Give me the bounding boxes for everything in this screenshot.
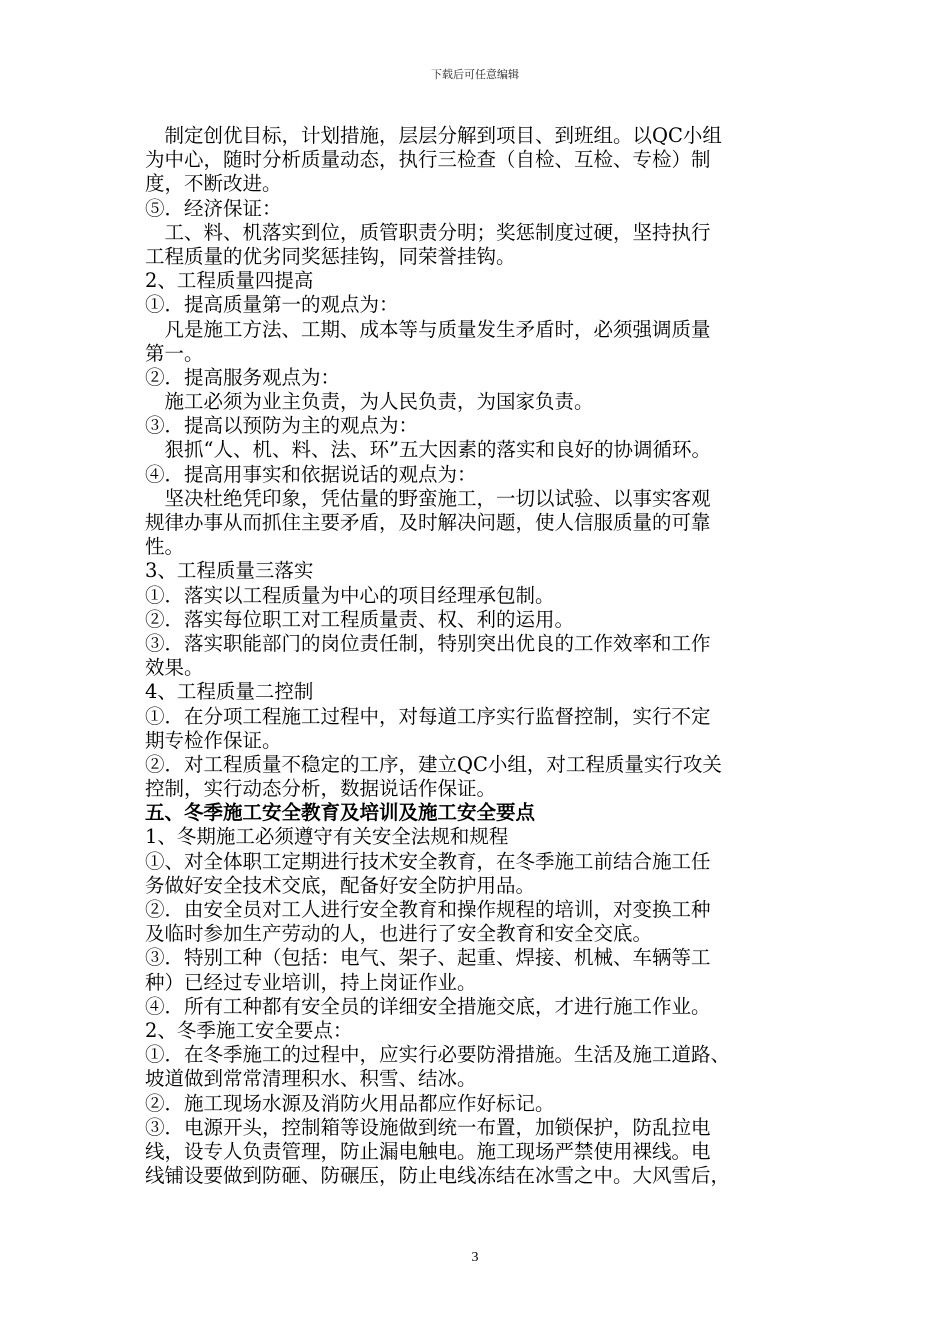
text-line: 为中心，随时分析质量动态，执行三检查（自检、互检、专检）制 <box>145 148 711 172</box>
text-line: 狠抓“人、机、料、法、环”五大因素的落实和良好的协调循环。 <box>145 438 711 462</box>
text-line: 性。 <box>145 535 185 559</box>
text-line: ②．对工程质量不稳定的工序，建立QC小组，对工程质量实行攻关 <box>145 752 722 776</box>
text-line: 2、工程质量四提高 <box>145 269 314 293</box>
text-line: 控制，实行动态分析，数据说话作保证。 <box>145 777 497 801</box>
text-line: ④．所有工种都有安全员的详细安全措施交底，才进行施工作业。 <box>145 994 711 1018</box>
text-line: ③．特别工种（包括：电气、架子、起重、焊接、机械、车辆等工 <box>145 946 711 970</box>
text-line: 第一。 <box>145 341 204 365</box>
text-line: 规律办事从而抓住主要矛盾，及时解决问题，使人信服质量的可靠 <box>145 511 711 534</box>
text-line: 施工必须为业主负责，为人民负责，为国家负责。 <box>145 390 594 414</box>
text-line: ①．提高质量第一的观点为： <box>145 293 399 317</box>
text-line: ②．提高服务观点为： <box>145 365 341 389</box>
document-body <box>145 124 805 1188</box>
text-line: ④．提高用事实和依据说话的观点为： <box>145 462 477 486</box>
text-line: 度，不断改进。 <box>145 172 282 196</box>
text-line: 及临时参加生产劳动的人，也进行了安全教育和安全交底。 <box>145 922 653 946</box>
text-line: 务做好安全技术交底，配备好安全防护用品。 <box>145 873 536 897</box>
text-line: 工程质量的优劣同奖惩挂钩，同荣誉挂钩。 <box>145 244 516 268</box>
page-header: 下载后可任意编辑 <box>431 68 519 81</box>
text-line: 线铺设要做到防砸、防碾压，防止电线冻结在冰雪之中。大风雪后， <box>145 1164 731 1188</box>
text-line: 制定创优目标，计划措施，层层分解到项目、到班组。以QC小组 <box>145 124 722 147</box>
text-line: 4、工程质量二控制 <box>145 680 314 704</box>
section-heading: 五、冬季施工安全教育及培训及施工安全要点 <box>145 801 536 825</box>
text-line: 3、工程质量三落实 <box>145 559 314 583</box>
text-line: ②．由安全员对工人进行安全教育和操作规程的培训，对变换工种 <box>145 898 711 921</box>
text-line: ②．施工现场水源及消防火用品都应作好标记。 <box>145 1091 555 1115</box>
text-line: 1、冬期施工必须遵守有关安全法规和规程 <box>145 825 509 849</box>
text-line: ①．在冬季施工的过程中，应实行必要防滑措施。生活及施工道路、 <box>145 1043 731 1067</box>
page-number: 3 <box>471 1250 479 1265</box>
text-line: 种）已经过专业培训，持上岗证作业。 <box>145 970 477 994</box>
text-line: 坚决杜绝凭印象，凭估量的野蛮施工，一切以试验、以事实客观 <box>145 486 711 510</box>
text-line: 期专检作保证。 <box>145 728 282 752</box>
text-line: ③．落实职能部门的岗位责任制，特别突出优良的工作效率和工作 <box>145 631 711 655</box>
text-line: ③．电源开头，控制箱等设施做到统一布置，加锁保护，防乱拉电 <box>145 1115 711 1139</box>
text-line: ①、对全体职工定期进行技术安全教育，在冬季施工前结合施工任 <box>145 849 711 873</box>
text-line: ⑤．经济保证： <box>145 196 282 220</box>
text-line: 坡道做到常常清理积水、积雪、结冰。 <box>145 1067 477 1091</box>
text-line: 2、冬季施工安全要点： <box>145 1018 353 1042</box>
text-line: ①．落实以工程质量为中心的项目经理承包制。 <box>145 583 555 607</box>
text-line: ①．在分项工程施工过程中，对每道工序实行监督控制，实行不定 <box>145 704 711 728</box>
text-line: 效果。 <box>145 656 204 680</box>
text-line: 线，设专人负责管理，防止漏电触电。施工现场严禁使用裸线。电 <box>145 1139 711 1163</box>
text-line: 工、料、机落实到位，质管职责分明；奖惩制度过硬，坚持执行 <box>145 220 711 244</box>
text-line: ③．提高以预防为主的观点为： <box>145 414 419 438</box>
text-line: 凡是施工方法、工期、成本等与质量发生矛盾时，必须强调质量 <box>145 317 711 341</box>
text-line: ②．落实每位职工对工程质量责、权、利的运用。 <box>145 607 575 631</box>
